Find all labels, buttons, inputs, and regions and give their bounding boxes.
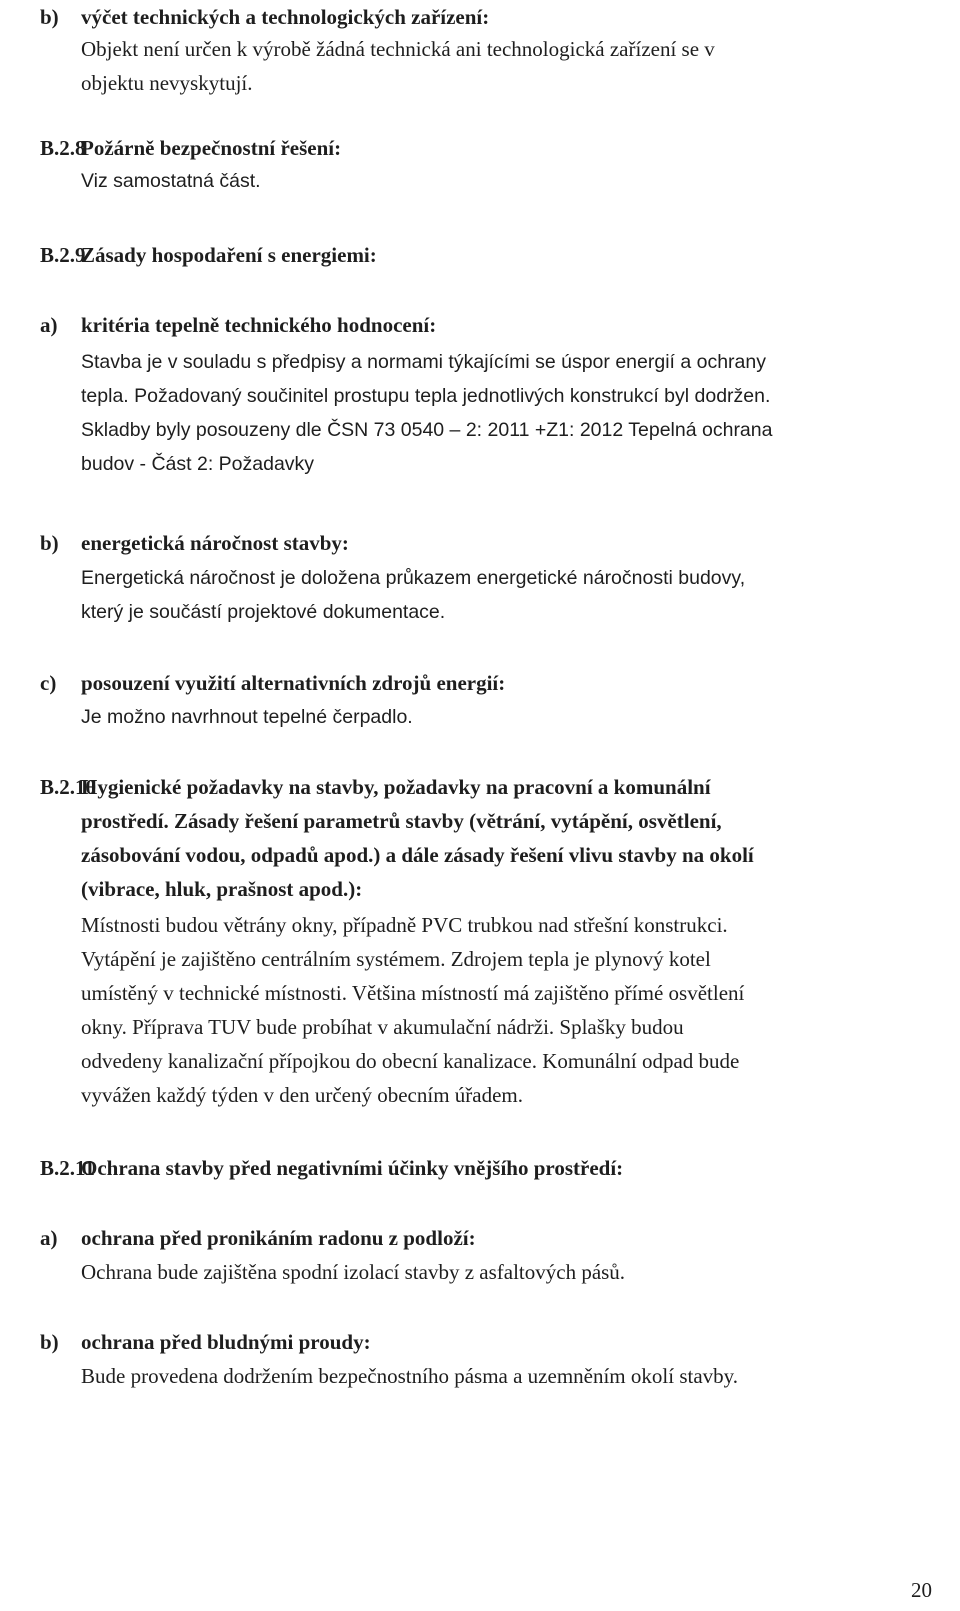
section-number: B.2.9 bbox=[40, 243, 86, 267]
body-line: odvedeny kanalizační přípojkou do obecní kanalizace. Komunální odpad bude bbox=[81, 1049, 740, 1073]
item-body bbox=[81, 561, 931, 629]
section-heading: Požárně bezpečnostní řešení: bbox=[81, 136, 342, 160]
item-heading: posouzení využití alternativních zdrojů energií: bbox=[81, 671, 506, 695]
item-heading: energetická náročnost stavby: bbox=[81, 531, 349, 555]
item-body bbox=[81, 32, 931, 100]
body-line: budov - Část 2: Požadavky bbox=[81, 453, 315, 475]
body-line: Stavba je v souladu s předpisy a normami týkajícími se úspor energií a ochrany bbox=[81, 351, 766, 373]
body-line: umístěný v technické místnosti. Většina místností má zajištěno přímé osvětlení bbox=[81, 981, 745, 1005]
section-number: B.2.11 bbox=[40, 1156, 95, 1180]
item-marker: c) bbox=[40, 671, 57, 695]
item-marker: a) bbox=[40, 313, 58, 337]
item-body: Bude provedena dodržením bezpečnostního pásma a uzemněním okolí stavby. bbox=[81, 1364, 739, 1388]
body-line: objektu nevyskytují. bbox=[81, 71, 253, 95]
body-line: Energetická náročnost je doložena průkazem energetické náročnosti budovy, bbox=[81, 567, 746, 589]
section-heading: Ochrana stavby před negativními účinky vnějšího prostředí: bbox=[81, 1156, 624, 1180]
section-body: Viz samostatná část. bbox=[81, 170, 261, 192]
section-body bbox=[81, 908, 931, 1112]
body-line: vyvážen každý týden v den určený obecním úřadem. bbox=[81, 1083, 523, 1107]
item-heading: výčet technických a technologických zařízení: bbox=[81, 5, 490, 29]
item-heading: ochrana před pronikáním radonu z podloží: bbox=[81, 1226, 476, 1250]
heading-line: zásobování vodou, odpadů apod.) a dále zásady řešení vlivu stavby na okolí bbox=[81, 843, 754, 867]
heading-line: (vibrace, hluk, prašnost apod.): bbox=[81, 877, 363, 901]
item-body: Je možno navrhnout tepelné čerpadlo. bbox=[81, 706, 413, 728]
item-heading: ochrana před bludnými proudy: bbox=[81, 1330, 371, 1354]
body-line: který je součástí projektové dokumentace. bbox=[81, 601, 446, 623]
heading-line: Hygienické požadavky na stavby, požadavky na pracovní a komunální bbox=[81, 775, 711, 799]
body-line: Objekt není určen k výrobě žádná technická ani technologická zařízení se v bbox=[81, 37, 715, 61]
item-body: Ochrana bude zajištěna spodní izolací stavby z asfaltových pásů. bbox=[81, 1260, 626, 1284]
body-line: tepla. Požadovaný součinitel prostupu tepla jednotlivých konstrukcí byl dodržen. bbox=[81, 385, 771, 407]
section-heading bbox=[81, 770, 921, 906]
item-heading: kritéria tepelně technického hodnocení: bbox=[81, 313, 437, 337]
item-marker: b) bbox=[40, 531, 59, 555]
item-marker: b) bbox=[40, 5, 59, 29]
heading-line: prostředí. Zásady řešení parametrů stavby (větrání, vytápění, osvětlení, bbox=[81, 809, 722, 833]
section-heading: Zásady hospodaření s energiemi: bbox=[81, 243, 377, 267]
body-line: okny. Příprava TUV bude probíhat v akumulační nádrži. Splašky budou bbox=[81, 1015, 684, 1039]
body-line: Skladby byly posouzeny dle ČSN 73 0540 – 2: 2011 +Z1: 2012 Tepelná ochrana bbox=[81, 419, 773, 441]
body-line: Vytápění je zajištěno centrálním systémem. Zdrojem tepla je plynový kotel bbox=[81, 947, 711, 971]
page-number: 20 bbox=[911, 1578, 932, 1602]
body-line: Místnosti budou větrány okny, případně PVC trubkou nad střešní konstrukci. bbox=[81, 913, 728, 937]
item-body bbox=[81, 345, 931, 481]
item-marker: b) bbox=[40, 1330, 59, 1354]
section-number: B.2.8 bbox=[40, 136, 86, 160]
item-marker: a) bbox=[40, 1226, 58, 1250]
section-number: B.2.10 bbox=[40, 775, 97, 799]
